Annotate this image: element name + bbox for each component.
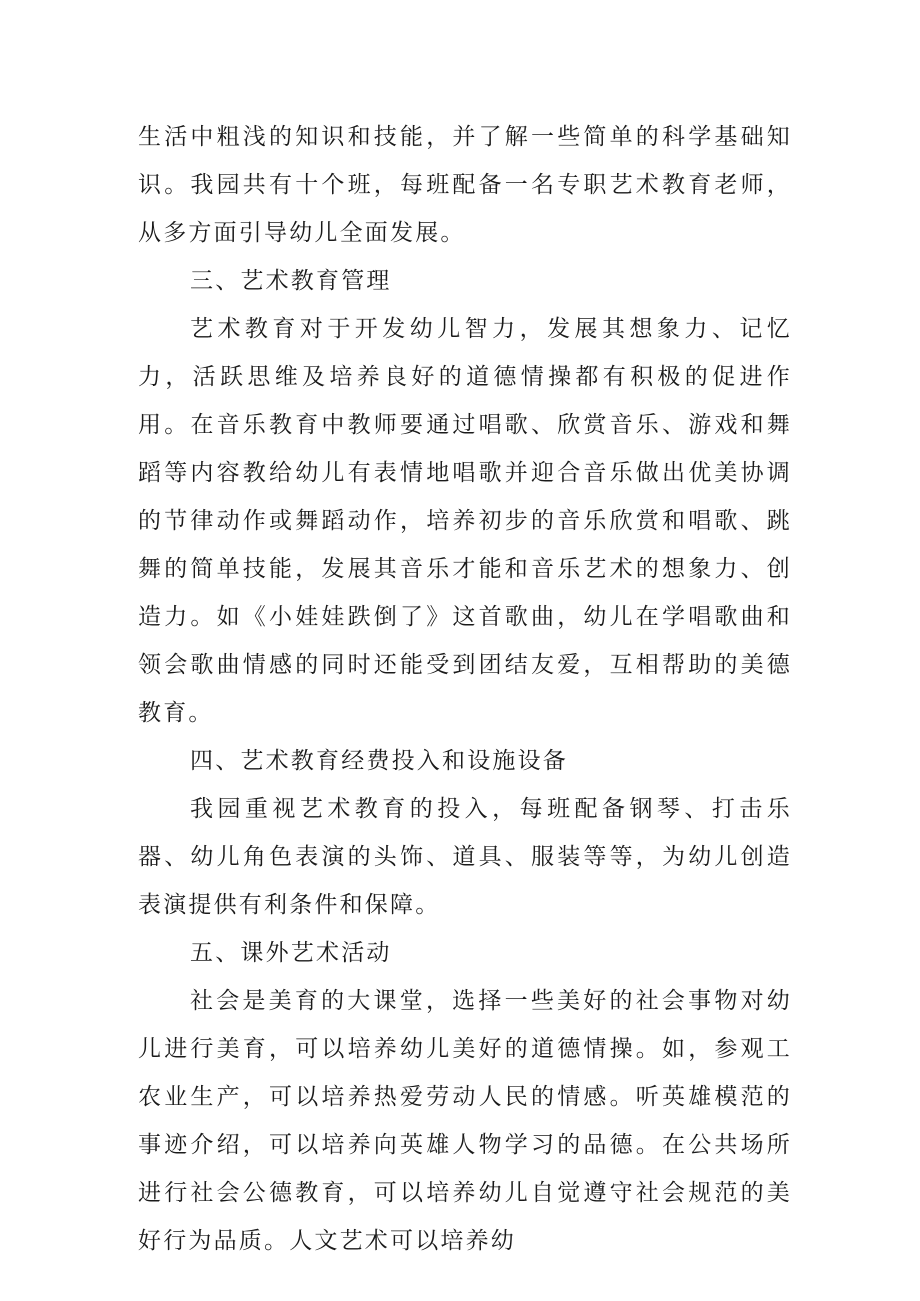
paragraph-continued: 生活中粗浅的知识和技能，并了解一些简单的科学基础知识。我园共有十个班，每班配备一名专职艺术教育老师，从多方面引导幼儿全面发展。 bbox=[138, 124, 792, 246]
paragraph-funding-facilities: 我园重视艺术教育的投入，每班配备钢琴、打击乐器、幼儿角色表演的头饰、道具、服装等等，为幼儿创造表演提供有利条件和保障。 bbox=[138, 796, 792, 918]
section-heading-4: 四、艺术教育经费投入和设施设备 bbox=[190, 748, 568, 774]
document-body bbox=[138, 113, 792, 1265]
paragraph-extracurricular-activities: 社会是美育的大课堂，选择一些美好的社会事物对幼儿进行美育，可以培养幼儿美好的道德情操。如，参观工农业生产，可以培养热爱劳动人民的情感。听英雄模范的事迹介绍，可以培养向英雄人物学习的品德。在公共场所进行社会公德教育，可以培养幼儿自觉遵守社会规范的美好行为品质。人文艺术可以培养幼 bbox=[138, 988, 792, 1254]
section-heading-5: 五、课外艺术活动 bbox=[190, 940, 392, 966]
section-heading-3: 三、艺术教育管理 bbox=[190, 268, 392, 294]
paragraph-art-education-management: 艺术教育对于开发幼儿智力，发展其想象力、记忆力，活跃思维及培养良好的道德情操都有积极的促进作用。在音乐教育中教师要通过唱歌、欣赏音乐、游戏和舞蹈等内容教给幼儿有表情地唱歌并迎合音乐做出优美协调的节律动作或舞蹈动作，培养初步的音乐欣赏和唱歌、跳舞的简单技能，发展其音乐才能和音乐艺术的想象力、创造力。如《小娃娃跌倒了》这首歌曲，幼儿在学唱歌曲和领会歌曲情感的同时还能受到团结友爱，互相帮助的美德教育。 bbox=[138, 316, 792, 726]
